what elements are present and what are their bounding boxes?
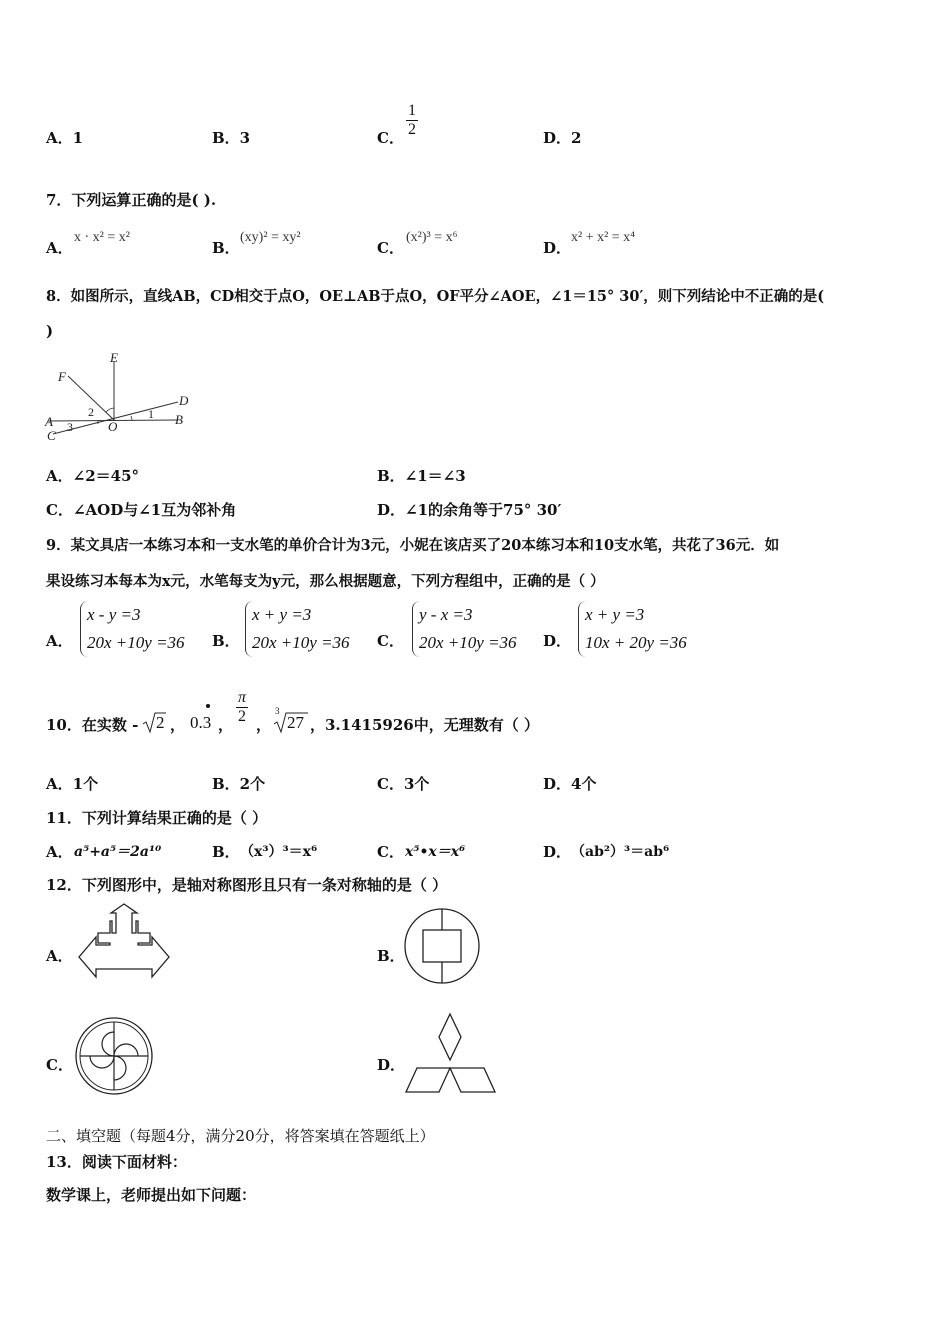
q11-option-a-expr: a⁵+a⁵＝2a¹⁰	[74, 844, 162, 860]
fig-label-e: E	[110, 350, 118, 365]
q10-stem-end: ，3.1415926中，无理数有（ ）	[310, 716, 539, 734]
q6-option-c-fraction	[406, 102, 418, 139]
q12-figure-a-arrows	[74, 903, 174, 983]
q12-figure-d-three-diamonds	[403, 1012, 499, 1100]
q10-cbrt-radicand: 27	[287, 713, 304, 732]
q11-option-b-label: B．	[212, 843, 240, 861]
q7-option-d-expr: x² + x² = x⁴	[571, 230, 636, 245]
q9-stem-line1: 9．某文具店一本练习本和一支水笔的单价合计为3元，小妮在该店买了20本练习本和10支水笔，共花了36元．如	[46, 537, 780, 554]
q11-option-c-expr: x⁵•x＝x⁶	[405, 844, 466, 860]
q7-option-d-label: D．	[543, 239, 572, 257]
section-2-heading: 二、填空题（每题4分，满分20分，将答案填在答题纸上）	[46, 1127, 435, 1145]
q7-option-b-label: B．	[212, 239, 240, 257]
q11-option-d-expr: （ab²）³＝ab⁶	[571, 844, 670, 860]
equation-1: x + y =3	[252, 605, 312, 624]
fraction-numerator: 1	[408, 102, 416, 119]
equation-2: 20x +10y =36	[419, 633, 517, 652]
q10-sqrt2-radicand: 2	[156, 713, 165, 732]
equation-2: 20x +10y =36	[87, 633, 185, 652]
q7-option-a-expr: x · x² = x²	[74, 230, 130, 245]
q6-option-b: B．3	[212, 129, 251, 147]
q7-option-a-label: A．	[46, 239, 73, 257]
q12-figure-c-pinwheel	[74, 1016, 156, 1098]
q9-option-a-system	[80, 601, 185, 657]
fig-angle-3: 3	[67, 420, 73, 434]
q6-option-a: A．1	[46, 129, 84, 147]
equation-1: y - x =3	[419, 605, 473, 624]
q11-option-c-label: C．	[377, 843, 404, 861]
q9-option-a-label: A．	[46, 632, 73, 650]
q8-option-d: D．∠1的余角等于75° 30′	[377, 501, 562, 519]
q13-line2: 数学课上，老师提出如下问题：	[46, 1186, 257, 1204]
equation-1: x + y =3	[585, 605, 645, 624]
q6-option-c-label: C．	[377, 129, 404, 147]
q7-option-b-expr: (xy)² = xy²	[240, 230, 301, 245]
q8-stem-end: )	[46, 322, 54, 340]
equation-1: x - y =3	[87, 605, 141, 624]
q9-option-d-system	[578, 601, 687, 657]
q7-option-c-label: C．	[377, 239, 404, 257]
q10-pi-over-2	[236, 689, 248, 726]
fig-label-f: F	[58, 369, 66, 384]
q10-option-c: C．3个	[377, 775, 430, 793]
q9-option-c-label: C．	[377, 632, 404, 650]
q7-option-c-expr: (x²)³ = x⁶	[406, 230, 458, 245]
q10-repeating-decimal: 0.3	[190, 713, 212, 732]
q12-stem: 12．下列图形中，是轴对称图形且只有一条对称轴的是（ ）	[46, 876, 448, 894]
fraction-denominator: 2	[408, 121, 416, 138]
q8-option-a: A．∠2＝45°	[46, 467, 140, 485]
q9-stem-line2: 果设练习本每本为x元，水笔每支为y元，那么根据题意，下列方程组中，正确的是（ ）	[46, 573, 605, 590]
equation-2: 20x +10y =36	[252, 633, 350, 652]
q10-stem-start: 10．在实数 -	[46, 716, 139, 734]
q9-option-c-system	[412, 601, 517, 657]
equation-2: 10x + 20y =36	[585, 633, 687, 652]
q8-stem: 8．如图所示，直线AB，CD相交于点O，OE⊥AB于点O，OF平分∠AOE，∠1＝15° 30′，则下列结论中不正确的是(	[46, 288, 825, 305]
q11-option-b-expr: （x³）³＝x⁶	[240, 844, 318, 860]
q8-option-b: B．∠1＝∠3	[377, 467, 466, 485]
q10-option-a: A．1个	[46, 775, 99, 793]
q9-option-b-system	[245, 601, 350, 657]
fig-angle-1: 1	[148, 407, 154, 421]
q9-option-d-label: D．	[543, 632, 572, 650]
q13-stem: 13．阅读下面材料：	[46, 1153, 187, 1171]
q12-option-d-label: D．	[377, 1056, 406, 1074]
q8-figure	[44, 350, 194, 445]
fig-label-b: B	[175, 412, 183, 427]
q10-sep3: ，	[256, 716, 272, 734]
fig-label-d: D	[179, 393, 189, 408]
q12-option-a-label: A．	[46, 947, 73, 965]
fraction-numerator: π	[238, 689, 247, 706]
q6-option-d: D．2	[543, 129, 582, 147]
q7-stem: 7．下列运算正确的是( ).	[46, 191, 217, 209]
q11-stem: 11．下列计算结果正确的是（ ）	[46, 809, 268, 827]
q10-cbrt-index: 3	[275, 706, 280, 716]
fig-label-c: C	[47, 428, 56, 443]
q8-option-c: C．∠AOD与∠1互为邻补角	[46, 501, 237, 519]
repeating-dot-icon	[206, 704, 210, 708]
q10-option-b: B．2个	[212, 775, 266, 793]
q11-option-a-label: A．	[46, 843, 73, 861]
q9-option-b-label: B．	[212, 632, 240, 650]
q12-figure-b-circle-square	[403, 907, 483, 987]
q10-sep2: ，	[218, 716, 234, 734]
fig-label-a: A	[45, 414, 53, 429]
fraction-denominator: 2	[238, 708, 246, 725]
fig-label-o: O	[108, 419, 118, 434]
q11-option-d-label: D．	[543, 843, 572, 861]
q10-option-d: D．4个	[543, 775, 597, 793]
q12-option-b-label: B．	[377, 947, 405, 965]
fig-angle-2: 2	[88, 405, 94, 419]
q12-option-c-label: C．	[46, 1056, 73, 1074]
q10-sep1: ，	[170, 716, 186, 734]
